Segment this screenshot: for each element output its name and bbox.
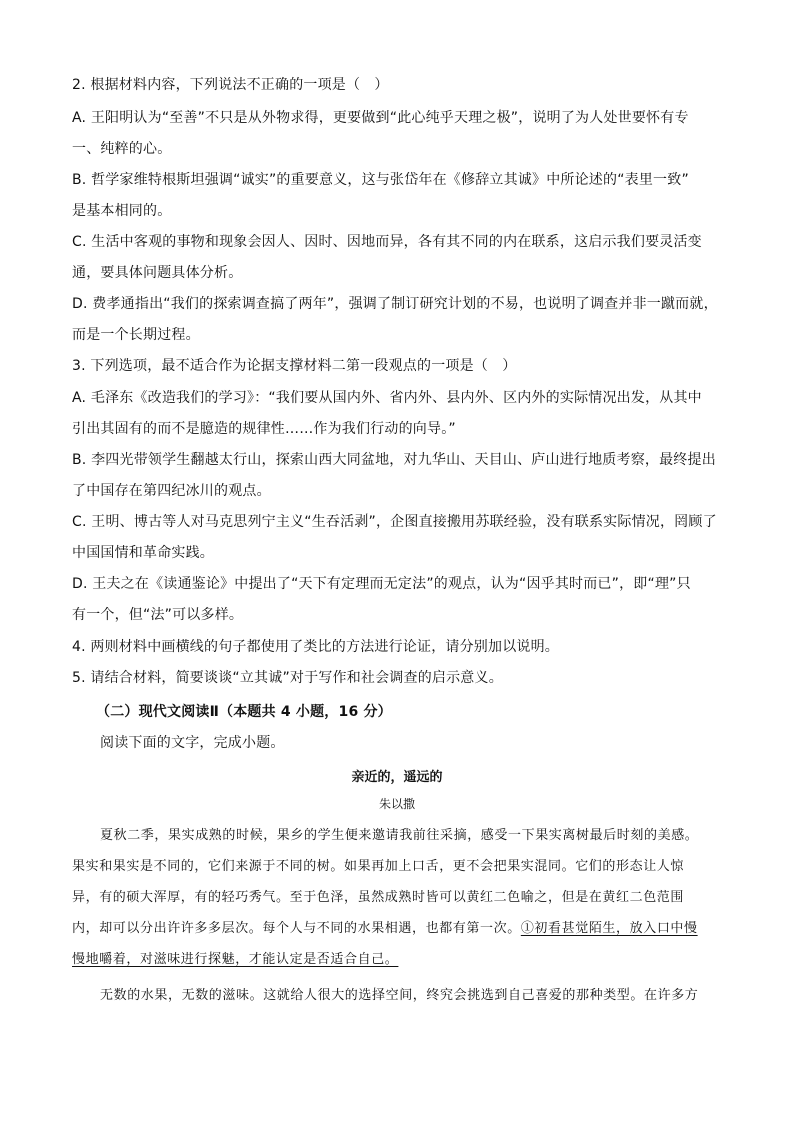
q2-option-b-line2: 是基本相同的。 bbox=[72, 203, 172, 219]
paragraph2-line1: 无数的水果，无数的滋味。这就给人很大的选择空间，终究会挑选到自己喜爱的那种类型。在许多方 bbox=[100, 988, 699, 1003]
underlined-sentence-part1: ①初看甚觉陌生，放入口中慢 bbox=[520, 921, 698, 936]
paragraph1-line4 bbox=[72, 919, 698, 939]
article-author: 朱以撒 bbox=[378, 797, 415, 811]
q3-option-c-line2: 中国国情和革命实践。 bbox=[72, 545, 214, 561]
q3-option-b-line2: 了中国存在第四纪冰川的观点。 bbox=[72, 483, 271, 499]
article-title: 亲近的，遥远的 bbox=[351, 770, 443, 785]
q2-option-c-line2: 通，要具体问题具体分析。 bbox=[72, 265, 243, 281]
q3-option-a-line1: A. 毛泽东《改造我们的学习》：“我们要从国内外、省内外、县内外、区内外的实际情况出发，从其中 bbox=[72, 390, 702, 406]
q3-option-a-line2: 引出其固有的而不是臆造的规律性……作为我们行动的向导。” bbox=[72, 421, 456, 437]
q3-option-b-line1: B. 李四光带领学生翻越太行山，探索山西大同盆地，对九华山、天目山、庐山进行地质考察，最终提出 bbox=[72, 452, 716, 468]
paragraph1-line4-text: 内，却可以分出许许多多层次。每个人与不同的水果相遇，也都有第一次。 bbox=[72, 921, 521, 936]
underlined-sentence-part2: 慢地嚼着，对滋味进行探魅，才能认定是否适合自己。 bbox=[72, 952, 399, 967]
q5-stem: 5. 请结合材料，简要谈谈“立其诚”对于写作和社会调查的启示意义。 bbox=[72, 670, 503, 686]
q3-stem: 3. 下列选项，最不适合作为论据支撑材料二第一段观点的一项是（ ） bbox=[72, 358, 517, 374]
q2-option-d-line2: 而是一个长期过程。 bbox=[72, 327, 200, 343]
paragraph1-line2: 果实和果实是不同的，它们来源于不同的树。如果再加上口舌，更不会把果实混同。它们的形态让人惊 bbox=[72, 859, 685, 874]
q3-option-c-line1: C. 王明、博古等人对马克思列宁主义“生吞活剥”，企图直接搬用苏联经验，没有联系实际情况，罔顾了 bbox=[72, 514, 717, 530]
reading-instruction: 阅读下面的文字，完成小题。 bbox=[100, 735, 285, 751]
q2-option-c-line1: C. 生活中客观的事物和现象会因人、因时、因地而异，各有其不同的内在联系，这启示我们要灵活变 bbox=[72, 234, 702, 250]
q2-option-a-line2: 一、纯粹的心。 bbox=[72, 141, 172, 157]
section-heading: （二）现代文阅读Ⅱ（本题共 4 小题，16 分） bbox=[96, 704, 392, 720]
q2-option-d-line1: D. 费孝通指出“我们的探索调查搞了两年”，强调了制订研究计划的不易，也说明了调查并非一蹴而就， bbox=[72, 296, 718, 312]
q2-option-b-line1: B. 哲学家维特根斯坦强调“诚实”的重要意义，这与张岱年在《修辞立其诚》中所论述的“表里一致” bbox=[72, 172, 689, 188]
paragraph1-line3: 异，有的硕大浑厚，有的轻巧秀气。至于色泽，虽然成熟时皆可以黄红二色喻之，但是在黄红二色范围 bbox=[72, 890, 685, 905]
paragraph1-line1: 夏秋二季，果实成熟的时候，果乡的学生便来邀请我前往采摘，感受一下果实离树最后时刻的美感。 bbox=[100, 828, 699, 843]
q2-option-a-line1: A. 王阳明认为“至善”不只是从外物求得，更要做到“此心纯乎天理之极”，说明了为人处世要怀有专 bbox=[72, 110, 689, 126]
q2-stem: 2. 根据材料内容，下列说法不正确的一项是（ ） bbox=[72, 77, 389, 93]
q3-option-d-line2: 有一个，但“法”可以多样。 bbox=[72, 607, 244, 623]
q3-option-d-line1: D. 王夫之在《读通鉴论》中提出了“天下有定理而无定法”的观点，认为“因乎其时而已”，即“理”只 bbox=[72, 576, 691, 592]
q4-stem: 4. 两则材料中画横线的句子都使用了类比的方法进行论证，请分别加以说明。 bbox=[72, 639, 560, 655]
